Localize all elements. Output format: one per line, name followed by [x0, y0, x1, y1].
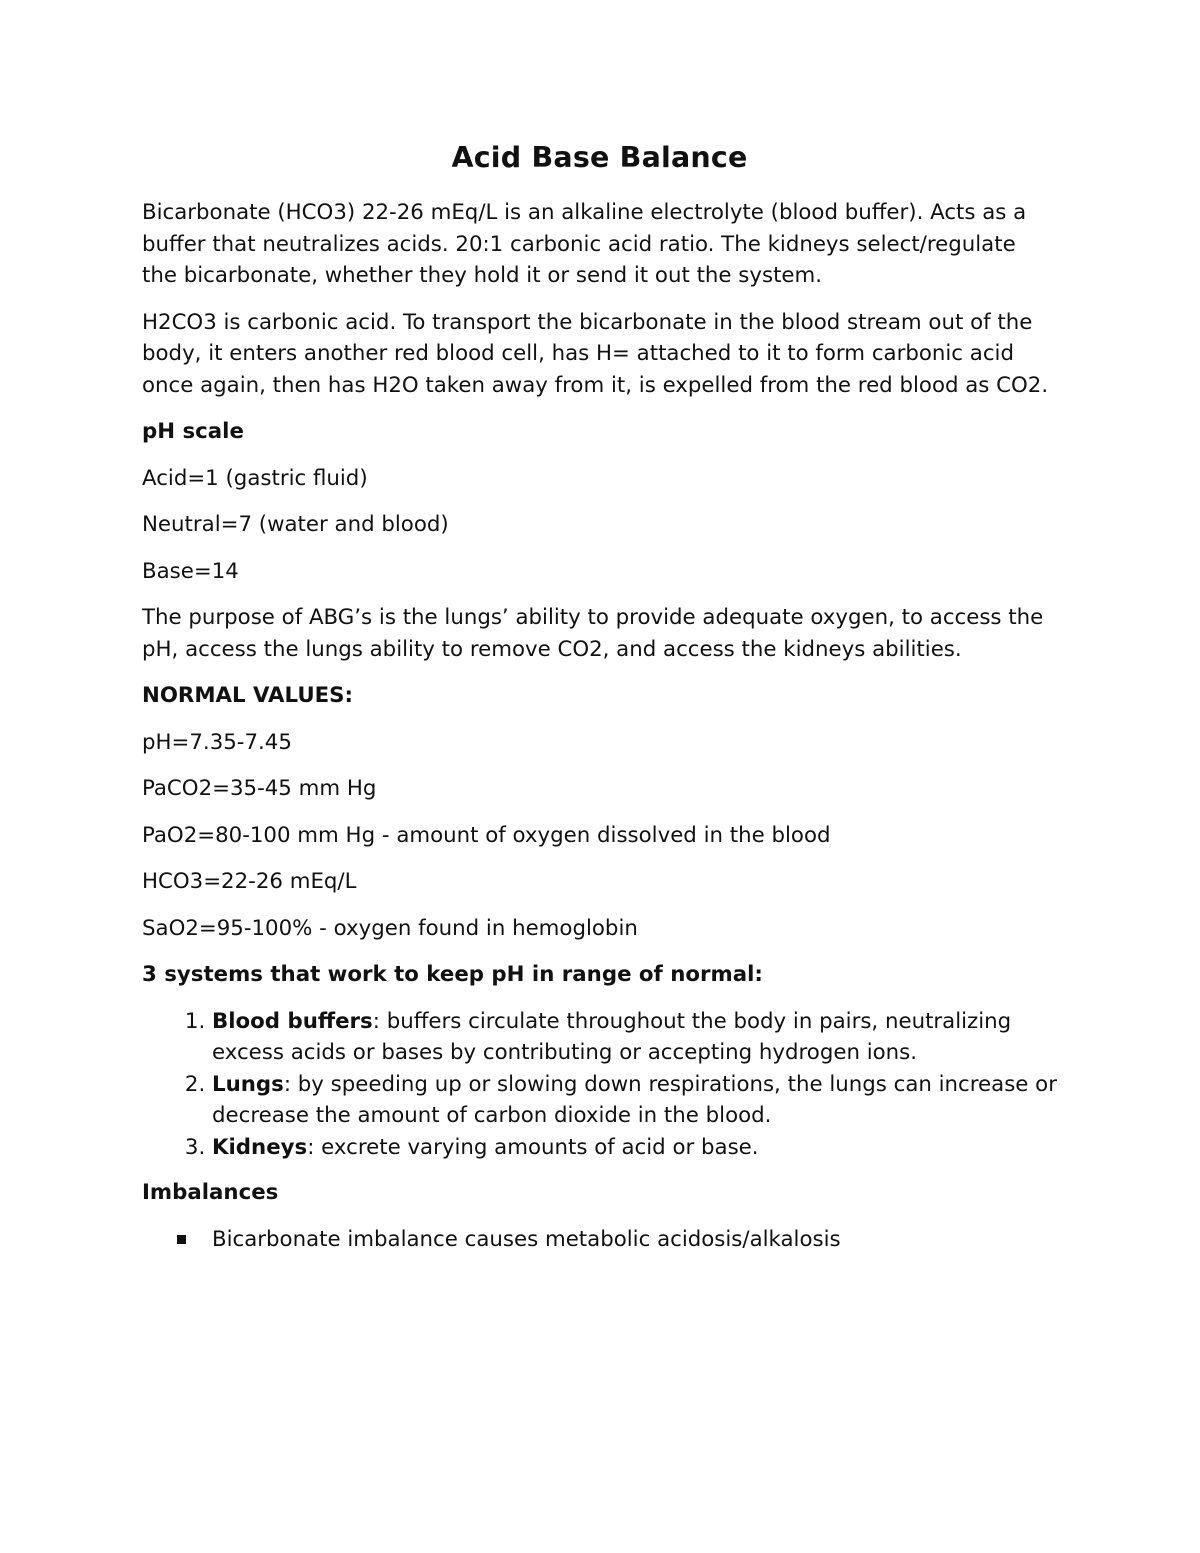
paragraph-carbonic-acid: H2CO3 is carbonic acid. To transport the bicarbonate in the blood stream out of the body, it enters another red blood cell, has H= attached to it to form carbonic acid once again, then has H2O taken away from it, is expelled from the red blood as CO2. [142, 309, 1049, 398]
heading-systems: 3 systems that work to keep pH in range of normal: [142, 962, 763, 987]
list-item [142, 1224, 1057, 1256]
normal-value-sao2: SaO2=95-100% - oxygen found in hemoglobin [142, 915, 638, 941]
list-item [212, 1069, 1057, 1132]
normal-value-ph: pH=7.35-7.45 [142, 729, 292, 755]
paragraph-bicarbonate: Bicarbonate (HCO3) 22-26 mEq/L is an alkaline electrolyte (blood buffer). Acts as a buffer that neutralizes acids. 20:1 carbonic acid ratio. The kidneys select/regulate the bicarbonate, whether they hold it or send it out the system. [142, 200, 1027, 288]
systems-list [142, 1006, 1057, 1164]
system-term: Blood buffers [212, 1008, 373, 1034]
heading-ph-scale: pH scale [142, 419, 244, 444]
imbalance-text: Bicarbonate imbalance causes metabolic acidosis/alkalosis [212, 1226, 841, 1252]
ph-line-base: Base=14 [142, 558, 239, 584]
heading-normal-values: NORMAL VALUES: [142, 683, 354, 708]
system-term: Lungs [212, 1071, 284, 1097]
normal-value-hco3: HCO3=22-26 mEq/L [142, 869, 357, 894]
paragraph-abg-purpose: The purpose of ABG’s is the lungs’ ability to provide adequate oxygen, to access the pH, access the lungs ability to remove CO2, and access the kidneys abilities. [142, 605, 1044, 662]
ph-line-acid: Acid=1 (gastric fluid) [142, 465, 368, 491]
document-title: Acid Base Balance [451, 141, 748, 174]
normal-value-pao2: PaO2=80-100 mm Hg - amount of oxygen dissolved in the blood [142, 822, 831, 848]
system-description: : excrete varying amounts of acid or base. [307, 1134, 759, 1160]
square-bullet-icon [177, 1235, 186, 1244]
system-description: : by speeding up or slowing down respirations, the lungs can increase or decrease the amount of carbon dioxide in the blood. [212, 1071, 1057, 1128]
ph-line-neutral: Neutral=7 (water and blood) [142, 512, 449, 537]
document-page [142, 138, 1057, 1255]
normal-value-paco2: PaCO2=35-45 mm Hg [142, 776, 377, 801]
list-item [212, 1132, 1057, 1164]
list-item [212, 1006, 1057, 1069]
system-description: : buffers circulate throughout the body in pairs, neutralizing excess acids or bases by contributing or accepting hydrogen ions. [212, 1008, 1012, 1065]
heading-imbalances: Imbalances [142, 1180, 279, 1205]
system-term: Kidneys [212, 1134, 308, 1160]
imbalances-list [142, 1224, 1057, 1256]
